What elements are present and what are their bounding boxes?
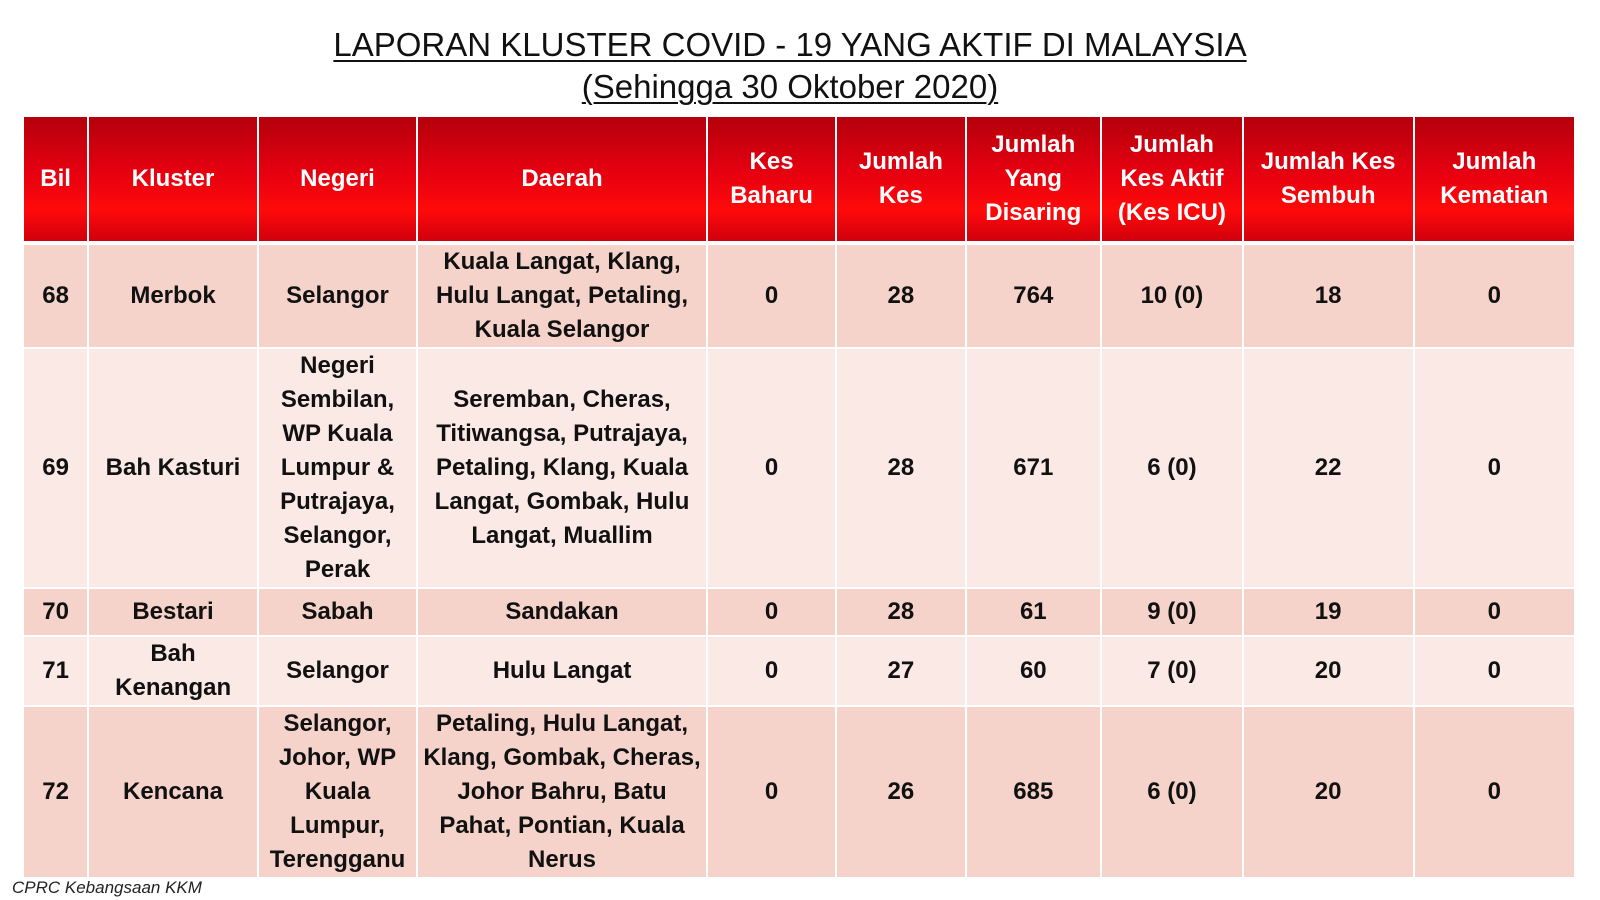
- cell-jumlah-kes: 28: [836, 348, 965, 588]
- report-title: [0, 24, 1580, 108]
- cell-jumlah-kematian: 0: [1414, 636, 1575, 706]
- table-row: [23, 243, 1575, 348]
- table-row: [23, 348, 1575, 588]
- cell-jumlah-kes-aktif: 7 (0): [1101, 636, 1243, 706]
- cell-daerah: Kuala Langat, Klang, Hulu Langat, Petaling, Kuala Selangor: [417, 243, 707, 348]
- cell-jumlah-disaring: 60: [966, 636, 1102, 706]
- cell-jumlah-kematian: 0: [1414, 243, 1575, 348]
- table-row: [23, 706, 1575, 878]
- header-jumlah-disaring: Jumlah Yang Disaring: [966, 116, 1102, 243]
- cell-jumlah-kes: 28: [836, 588, 965, 636]
- cell-jumlah-disaring: 685: [966, 706, 1102, 878]
- cell-jumlah-sembuh: 18: [1243, 243, 1414, 348]
- cell-jumlah-kes-aktif: 9 (0): [1101, 588, 1243, 636]
- cell-kluster: Bestari: [88, 588, 258, 636]
- report-title-main: LAPORAN KLUSTER COVID - 19 YANG AKTIF DI MALAYSIA: [333, 26, 1247, 63]
- cell-jumlah-kematian: 0: [1414, 588, 1575, 636]
- cell-kes-baharu: 0: [707, 588, 836, 636]
- cell-jumlah-sembuh: 22: [1243, 348, 1414, 588]
- cell-bil: 72: [23, 706, 88, 878]
- source-note: CPRC Kebangsaan KKM: [12, 878, 202, 897]
- table-row: [23, 588, 1575, 636]
- cell-jumlah-kes: 26: [836, 706, 965, 878]
- cell-jumlah-kematian: 0: [1414, 348, 1575, 588]
- cell-bil: 71: [23, 636, 88, 706]
- cluster-table: [22, 115, 1576, 879]
- cell-negeri: Sabah: [258, 588, 417, 636]
- cell-bil: 70: [23, 588, 88, 636]
- cell-kluster: Merbok: [88, 243, 258, 348]
- header-negeri: Negeri: [258, 116, 417, 243]
- cell-negeri: Selangor, Johor, WP Kuala Lumpur, Terengganu: [258, 706, 417, 878]
- cell-jumlah-kes-aktif: 6 (0): [1101, 706, 1243, 878]
- cell-kes-baharu: 0: [707, 348, 836, 588]
- cell-daerah: Sandakan: [417, 588, 707, 636]
- header-kes-baharu: Kes Baharu: [707, 116, 836, 243]
- header-kluster: Kluster: [88, 116, 258, 243]
- cell-jumlah-disaring: 61: [966, 588, 1102, 636]
- header-jumlah-kes-aktif: Jumlah Kes Aktif (Kes ICU): [1101, 116, 1243, 243]
- header-jumlah-kematian: Jumlah Kematian: [1414, 116, 1575, 243]
- cell-jumlah-disaring: 764: [966, 243, 1102, 348]
- cell-daerah: Hulu Langat: [417, 636, 707, 706]
- header-bil: Bil: [23, 116, 88, 243]
- cell-kluster: Bah Kasturi: [88, 348, 258, 588]
- cell-jumlah-kes: 28: [836, 243, 965, 348]
- table-row: [23, 636, 1575, 706]
- report-title-date: (Sehingga 30 Oktober 2020): [581, 68, 999, 105]
- cell-jumlah-kes-aktif: 6 (0): [1101, 348, 1243, 588]
- cell-negeri: Selangor: [258, 243, 417, 348]
- cell-kes-baharu: 0: [707, 706, 836, 878]
- cell-kluster: Kencana: [88, 706, 258, 878]
- cell-jumlah-sembuh: 20: [1243, 636, 1414, 706]
- cell-bil: 68: [23, 243, 88, 348]
- cell-jumlah-disaring: 671: [966, 348, 1102, 588]
- header-jumlah-kes: Jumlah Kes: [836, 116, 965, 243]
- cell-jumlah-sembuh: 19: [1243, 588, 1414, 636]
- cell-jumlah-kes: 27: [836, 636, 965, 706]
- cell-negeri: Negeri Sembilan, WP Kuala Lumpur & Putrajaya, Selangor, Perak: [258, 348, 417, 588]
- cell-jumlah-kematian: 0: [1414, 706, 1575, 878]
- cell-jumlah-sembuh: 20: [1243, 706, 1414, 878]
- cell-jumlah-kes-aktif: 10 (0): [1101, 243, 1243, 348]
- cell-bil: 69: [23, 348, 88, 588]
- cell-daerah: Seremban, Cheras, Titiwangsa, Putrajaya, Petaling, Klang, Kuala Langat, Gombak, Hulu Langat, Muallim: [417, 348, 707, 588]
- cell-kluster: Bah Kenangan: [88, 636, 258, 706]
- cell-daerah: Petaling, Hulu Langat, Klang, Gombak, Cheras, Johor Bahru, Batu Pahat, Pontian, Kuala Nerus: [417, 706, 707, 878]
- table-header-row: [23, 116, 1575, 243]
- header-jumlah-sembuh: Jumlah Kes Sembuh: [1243, 116, 1414, 243]
- cell-kes-baharu: 0: [707, 636, 836, 706]
- header-daerah: Daerah: [417, 116, 707, 243]
- cell-negeri: Selangor: [258, 636, 417, 706]
- cell-kes-baharu: 0: [707, 243, 836, 348]
